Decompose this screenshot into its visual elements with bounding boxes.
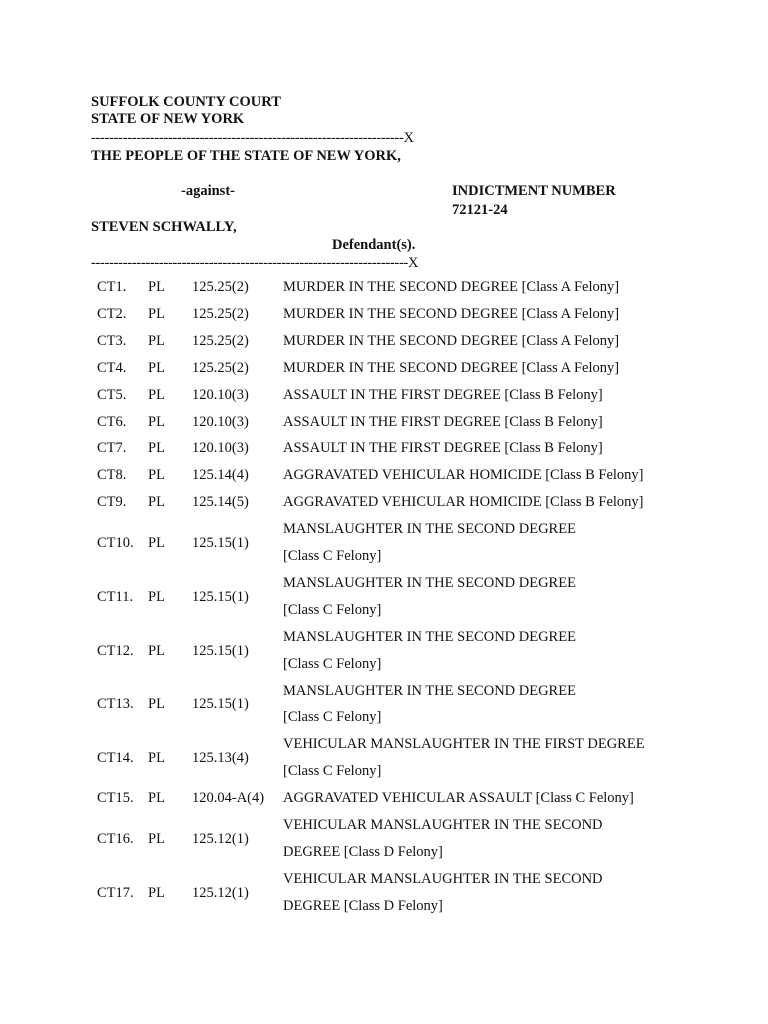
count-description-line: MANSLAUGHTER IN THE SECOND DEGREE <box>283 682 576 699</box>
count-row <box>97 414 737 441</box>
count-row <box>97 521 737 575</box>
count-section: 125.15(1) <box>192 696 249 713</box>
count-law: PL <box>148 790 165 807</box>
count-description-line: MURDER IN THE SECOND DEGREE [Class A Felony] <box>283 332 620 349</box>
count-description-line: MANSLAUGHTER IN THE SECOND DEGREE <box>283 628 576 645</box>
count-description-line: DEGREE [Class D Felony] <box>283 897 443 914</box>
count-section: 125.15(1) <box>192 534 249 551</box>
count-row <box>97 494 737 521</box>
count-description-line: VEHICULAR MANSLAUGHTER IN THE SECOND <box>283 817 603 833</box>
count-number: CT2. <box>97 305 127 322</box>
against-label: -against- <box>181 183 235 199</box>
count-description-line: AGGRAVATED VEHICULAR HOMICIDE [Class B Felony] <box>283 467 644 484</box>
count-description-line: MANSLAUGHTER IN THE SECOND DEGREE <box>283 521 576 538</box>
count-number: CT5. <box>97 386 127 403</box>
caption-rule-top: ---------------------------------------------------------------------X <box>91 130 414 146</box>
count-law: PL <box>148 494 165 511</box>
count-law: PL <box>148 830 165 847</box>
count-row <box>97 871 737 925</box>
count-row <box>97 467 737 494</box>
count-section: 125.15(1) <box>192 588 249 605</box>
count-number: CT3. <box>97 332 127 349</box>
count-law: PL <box>148 750 165 767</box>
count-number: CT16. <box>97 830 134 847</box>
caption-rule-bottom: ----------------------------------------------------------------------X <box>91 255 419 271</box>
count-number: CT12. <box>97 642 134 659</box>
defendant-label: Defendant(s). <box>332 237 416 253</box>
count-description-line: [Class C Felony] <box>283 547 382 564</box>
count-section: 125.25(2) <box>192 279 249 295</box>
count-section: 125.25(2) <box>192 332 249 349</box>
count-number: CT9. <box>97 494 127 511</box>
count-row <box>97 629 737 683</box>
count-number: CT1. <box>97 279 127 295</box>
count-description-line: MURDER IN THE SECOND DEGREE [Class A Felony] <box>283 279 620 295</box>
count-description-line: ASSAULT IN THE FIRST DEGREE [Class B Felony] <box>283 440 603 457</box>
count-description-line: ASSAULT IN THE FIRST DEGREE [Class B Felony] <box>283 386 603 403</box>
count-number: CT11. <box>97 588 134 605</box>
count-section: 120.10(3) <box>192 386 249 403</box>
count-row <box>97 279 737 306</box>
count-law: PL <box>148 588 165 605</box>
count-description-line: [Class C Felony] <box>283 655 382 672</box>
count-description-line: ASSAULT IN THE FIRST DEGREE [Class B Felony] <box>283 413 603 430</box>
count-number: CT8. <box>97 467 127 484</box>
count-row <box>97 817 737 871</box>
count-row <box>97 360 737 387</box>
count-description-line: [Class C Felony] <box>283 763 382 780</box>
count-law: PL <box>148 440 165 457</box>
count-law: PL <box>148 332 165 349</box>
state-name: STATE OF NEW YORK <box>91 111 245 127</box>
count-law: PL <box>148 386 165 403</box>
count-law: PL <box>148 359 165 376</box>
indictment-number-label: INDICTMENT NUMBER <box>452 183 616 199</box>
count-row <box>97 683 737 737</box>
count-number: CT10. <box>97 534 134 551</box>
count-section: 125.13(4) <box>192 750 249 767</box>
people-caption: THE PEOPLE OF THE STATE OF NEW YORK, <box>91 148 401 164</box>
count-section: 125.12(1) <box>192 884 249 901</box>
court-name: SUFFOLK COUNTY COURT <box>91 94 281 110</box>
count-number: CT15. <box>97 790 134 807</box>
count-number: CT7. <box>97 440 127 457</box>
count-row <box>97 575 737 629</box>
count-law: PL <box>148 534 165 551</box>
count-section: 125.25(2) <box>192 305 249 322</box>
count-description-line: MURDER IN THE SECOND DEGREE [Class A Felony] <box>283 305 620 322</box>
count-section: 125.14(5) <box>192 494 249 511</box>
count-description-line: DEGREE [Class D Felony] <box>283 843 443 860</box>
count-law: PL <box>148 467 165 484</box>
count-section: 125.14(4) <box>192 467 249 484</box>
count-row <box>97 440 737 467</box>
count-description-line: AGGRAVATED VEHICULAR HOMICIDE [Class B Felony] <box>283 494 644 511</box>
indictment-number-value: 72121-24 <box>452 202 508 218</box>
count-description-line: VEHICULAR MANSLAUGHTER IN THE FIRST DEGREE <box>283 736 645 753</box>
count-description-line: VEHICULAR MANSLAUGHTER IN THE SECOND <box>283 870 603 887</box>
count-law: PL <box>148 413 165 430</box>
count-description-line: AGGRAVATED VEHICULAR ASSAULT [Class C Felony] <box>283 790 634 807</box>
count-number: CT4. <box>97 359 127 376</box>
count-section: 125.12(1) <box>192 830 249 847</box>
count-law: PL <box>148 305 165 322</box>
count-section: 125.25(2) <box>192 359 249 376</box>
count-section: 120.10(3) <box>192 413 249 430</box>
count-number: CT13. <box>97 696 134 713</box>
count-row <box>97 387 737 414</box>
count-law: PL <box>148 884 165 901</box>
count-description-line: [Class C Felony] <box>283 709 382 726</box>
count-law: PL <box>148 279 165 295</box>
count-number: CT17. <box>97 884 134 901</box>
count-number: CT14. <box>97 750 134 767</box>
count-law: PL <box>148 642 165 659</box>
count-row <box>97 736 737 790</box>
count-row <box>97 333 737 360</box>
count-row <box>97 790 737 817</box>
count-description-line: MURDER IN THE SECOND DEGREE [Class A Felony] <box>283 359 620 376</box>
count-description-line: MANSLAUGHTER IN THE SECOND DEGREE <box>283 574 576 591</box>
count-law: PL <box>148 696 165 713</box>
count-number: CT6. <box>97 413 127 430</box>
count-section: 120.10(3) <box>192 440 249 457</box>
count-section: 125.15(1) <box>192 642 249 659</box>
count-section: 120.04-A(4) <box>192 790 265 807</box>
count-row <box>97 306 737 333</box>
count-description-line: [Class C Felony] <box>283 601 382 618</box>
defendant-name: STEVEN SCHWALLY, <box>91 219 237 235</box>
